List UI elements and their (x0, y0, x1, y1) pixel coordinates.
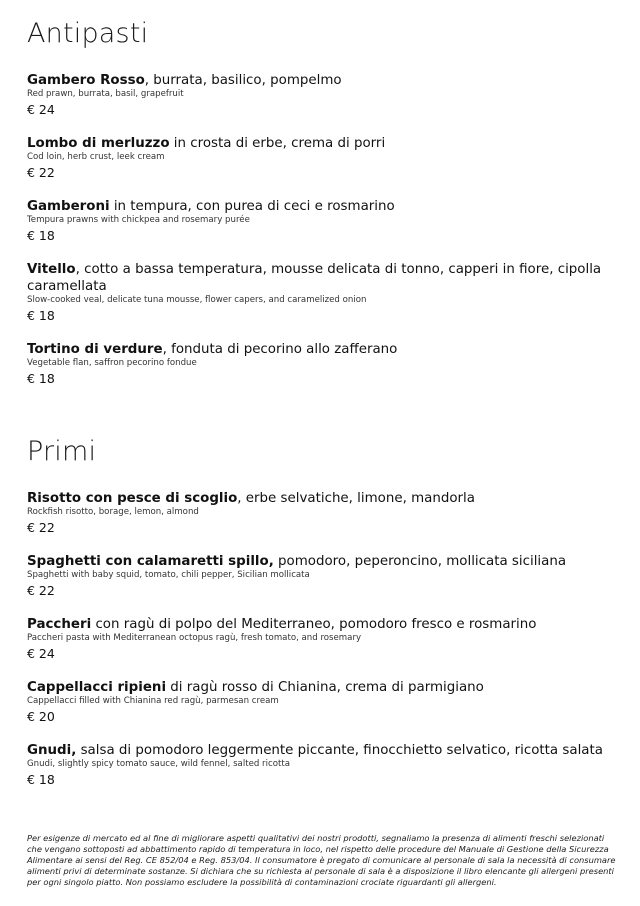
dish-name (27, 341, 617, 358)
dish-english: Paccheri pasta with Mediterranean octopus ragù, fresh tomato, and rosemary (27, 633, 362, 643)
dish-name (27, 198, 617, 215)
dish-name-bold: Cappellacci ripieni (27, 680, 167, 695)
dish-name-rest: , fonduta di pecorino allo zafferano (162, 342, 398, 357)
dish-english: Vegetable flan, saffron pecorino fondue (27, 358, 197, 368)
dish-name-rest: in tempura, con purea di ceci e rosmarino (109, 199, 395, 214)
dish-name-bold: Vitello (27, 262, 76, 277)
dish-price: € 18 (27, 772, 55, 787)
dish-name-rest: , cotto a bassa temperatura, mousse delicata di tonno, capperi in fiore, cipolla caramellata (27, 262, 602, 294)
section-antipasti (27, 16, 617, 404)
allergen-footnote: Per esigenze di mercato ed al fine di migliorare aspetti qualitativi dei nostri prodotti, segnaliamo la presenza di alimenti freschi selezionati che vengano sottoposti ad abbattimento rapido di temperatura in loco, nel rispetto delle procedure del Manuale di Gestione della Sicurezza Alimentare ai sensi del Reg. CE 852/04 e Reg. 853/04. Il consumatore è pregato di comunicare al personale di sala la necessità di consumare alimenti privi di determinate sostanze. Si dichiara che su richiesta al personale di sala è a disposizione il libro elencante gli allergeni presenti per ogni singolo piatto. Non possiamo escludere la possibilità di contaminazioni crociate riguardanti gli allergeni. (27, 833, 616, 887)
dish-name-bold: Risotto con pesce di scoglio (27, 491, 238, 506)
dish-name-bold: Gamberoni (27, 199, 110, 214)
dish-english: Rockfish risotto, borage, lemon, almond (27, 507, 199, 517)
dish-english: Cod loin, herb crust, leek cream (27, 152, 165, 162)
dish-price: € 24 (27, 102, 55, 117)
dish-name-rest: salsa di pomodoro leggermente piccante, finocchietto selvatico, ricotta salata (76, 743, 603, 758)
dish-name-bold: Gnudi, (27, 743, 77, 758)
dish-name-bold: Paccheri (27, 617, 92, 632)
dish-name (27, 72, 617, 89)
dish-item (27, 72, 617, 118)
dish-english: Spaghetti with baby squid, tomato, chili pepper, Sicilian mollicata (27, 570, 310, 580)
dish-price: € 22 (27, 583, 55, 598)
dish-price: € 20 (27, 709, 55, 724)
dish-english: Gnudi, slightly spicy tomato sauce, wild fennel, salted ricotta (27, 759, 290, 769)
dish-price: € 22 (27, 165, 55, 180)
dish-name-rest: in crosta di erbe, crema di porri (169, 136, 386, 151)
dish-name-rest: con ragù di polpo del Mediterraneo, pomodoro fresco e rosmarino (91, 617, 537, 632)
dish-english: Slow-cooked veal, delicate tuna mousse, flower capers, and caramelized onion (27, 295, 367, 305)
dish-name (27, 490, 617, 507)
dish-name (27, 261, 617, 295)
dish-item (27, 742, 617, 788)
dish-name-bold: Spaghetti con calamaretti spillo, (27, 554, 274, 569)
dish-name (27, 135, 617, 152)
dish-item (27, 616, 617, 662)
dish-item (27, 679, 617, 725)
dish-price: € 18 (27, 371, 55, 386)
dish-name-rest: pomodoro, peperoncino, mollicata siciliana (273, 554, 567, 569)
dish-name-rest: di ragù rosso di Chianina, crema di parmigiano (166, 680, 484, 695)
dish-name-bold: Lombo di merluzzo (27, 136, 170, 151)
dish-price: € 18 (27, 228, 55, 243)
section-title-antipasti: Antipasti (27, 18, 149, 49)
dish-english: Red prawn, burrata, basil, grapefruit (27, 89, 184, 99)
dish-item (27, 198, 617, 244)
section-primi (27, 434, 617, 805)
dish-english: Cappellacci filled with Chianina red ragù, parmesan cream (27, 696, 279, 706)
dish-english: Tempura prawns with chickpea and rosemary purée (27, 215, 250, 225)
section-title-primi: Primi (27, 436, 97, 467)
dish-name-bold: Tortino di verdure (27, 342, 163, 357)
dish-item (27, 341, 617, 387)
dish-name (27, 679, 617, 696)
dish-name (27, 742, 617, 759)
dish-item (27, 261, 617, 324)
dish-name-rest: , erbe selvatiche, limone, mandorla (237, 491, 475, 506)
dish-price: € 22 (27, 520, 55, 535)
dish-name-bold: Gambero Rosso (27, 73, 145, 88)
dish-name (27, 553, 617, 570)
dish-price: € 18 (27, 308, 55, 323)
dish-name-rest: , burrata, basilico, pompelmo (144, 73, 342, 88)
dish-item (27, 135, 617, 181)
dish-name (27, 616, 617, 633)
dish-item (27, 490, 617, 536)
dish-item (27, 553, 617, 599)
dish-price: € 24 (27, 646, 55, 661)
